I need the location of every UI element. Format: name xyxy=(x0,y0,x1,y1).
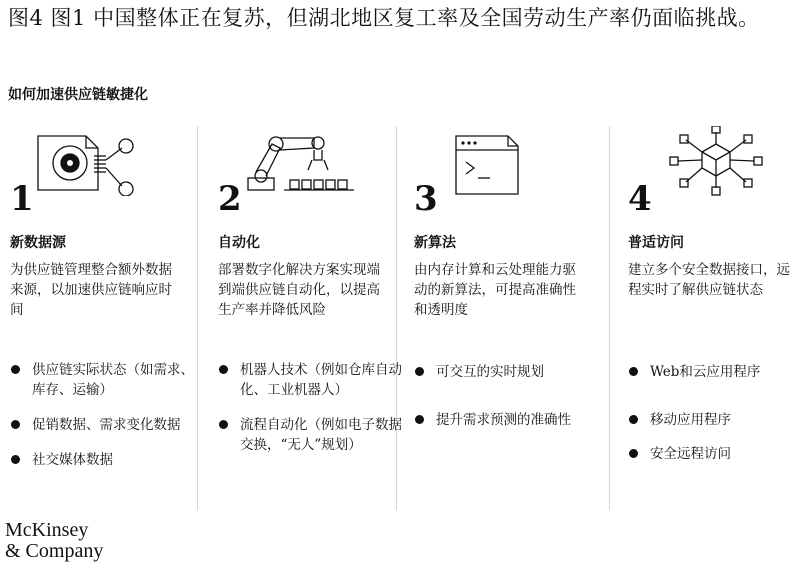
bullet-item: 提升需求预测的准确性 xyxy=(414,410,602,430)
bullet-item: 社交媒体数据 xyxy=(10,450,198,470)
bullet-dot xyxy=(415,367,424,376)
bullet-list xyxy=(10,360,198,485)
document-target-icon xyxy=(10,126,198,196)
column-number: 2 xyxy=(218,179,242,219)
column-divider xyxy=(609,126,610,510)
column-number: 3 xyxy=(414,179,438,219)
bullet-item: 流程自动化（例如电子数据交换，“无人”规划） xyxy=(218,415,406,455)
bullet-dot xyxy=(415,415,424,424)
bullet-item: Web和云应用程序 xyxy=(628,362,800,382)
bullet-dot xyxy=(629,449,638,458)
logo-line: McKinsey xyxy=(5,519,89,541)
bullet-dot xyxy=(11,420,20,429)
bullet-list xyxy=(218,360,406,470)
bullet-dot xyxy=(629,415,638,424)
logo-line: & Company xyxy=(5,540,104,562)
bullet-item: 移动应用程序 xyxy=(628,410,800,430)
bullet-item: 可交互的实时规划 xyxy=(414,362,602,382)
column-title: 自动化 xyxy=(218,235,260,251)
bullet-dot xyxy=(219,420,228,429)
column-description: 为供应链管理整合额外数据来源，以加速供应链响应时间 xyxy=(10,262,172,318)
bullet-dot xyxy=(219,365,228,374)
bullet-item: 促销数据、需求变化数据 xyxy=(10,415,198,435)
bullet-item: 供应链实际状态（如需求、库存、运输） xyxy=(10,360,198,400)
column-description: 建立多个安全数据接口，远程实时了解供应链状态 xyxy=(628,262,790,298)
bullet-list xyxy=(414,362,602,445)
column-title: 新数据源 xyxy=(10,235,66,251)
column-number: 4 xyxy=(628,179,652,219)
column-automation xyxy=(218,126,406,510)
column-new-algorithms xyxy=(414,126,602,510)
bullet-dot xyxy=(629,367,638,376)
bullet-item: 机器人技术（例如仓库自动化、工业机器人） xyxy=(218,360,406,400)
column-title: 新算法 xyxy=(414,235,456,251)
bullet-dot xyxy=(11,455,20,464)
figure-title: 图4 图1 中国整体正在复苏，但湖北地区复工率及全国劳动生产率仍面临挑战。 xyxy=(8,6,760,30)
network-cube-icon xyxy=(628,126,800,196)
bullet-dot xyxy=(11,365,20,374)
bullet-item: 安全远程访问 xyxy=(628,444,800,464)
column-ubiquitous-access xyxy=(628,126,800,510)
column-number: 1 xyxy=(10,179,34,219)
terminal-window-icon xyxy=(414,126,602,196)
mckinsey-logo xyxy=(5,520,103,562)
column-description: 由内存计算和云处理能力驱动的新算法，可提高准确性和透明度 xyxy=(414,262,576,318)
column-description: 部署数字化解决方案实现端到端供应链自动化，以提高生产率并降低风险 xyxy=(218,262,380,318)
column-new-data-sources xyxy=(10,126,198,510)
figure-subtitle: 如何加速供应链敏捷化 xyxy=(8,87,148,103)
robot-arm-icon xyxy=(218,126,406,196)
column-title: 普适访问 xyxy=(628,235,684,251)
bullet-list xyxy=(628,362,800,479)
